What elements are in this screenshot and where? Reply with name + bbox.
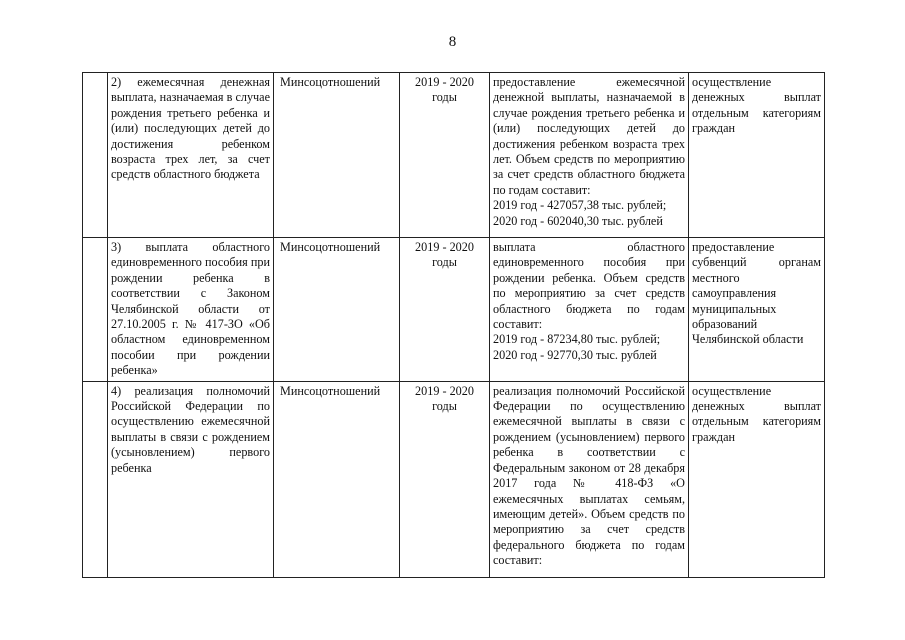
measure-name-cell: 2) ежемесячная денежная выплата, назначаемая в случае рождения третьего ребенка и (или) последующих детей до достижения ребенком возраста трех лет, за счет средств областного бюджета — [108, 73, 274, 238]
amount-2020: 2020 год - 602040,30 тыс. рублей — [493, 213, 663, 228]
period-cell: 2019 - 2020 годы — [400, 238, 490, 382]
table-row — [83, 73, 825, 238]
amount-2019: 2019 год - 427057,38 тыс. рублей; — [493, 198, 667, 213]
description-cell: реализация полномочий Российской Федерации по осуществлению ежемесячной выплаты в связи с рождением (усыновлением) первого ребенка в соответствии с Федеральным законом от 28 декабря 2017 года № 418-ФЗ «О ежемесячных выплатах семьям, имеющим детей». Объем средств по мероприятию за счет средств федерального бюджета по годам составит: — [490, 381, 689, 577]
result-cell: осуществление денежных выплат отдельным категориям граждан — [689, 73, 825, 238]
description-cell — [490, 238, 689, 382]
result-cell: предоставление субвенций органам местного самоуправления муниципальных образований Челябинской области — [689, 238, 825, 382]
page-number: 8 — [448, 34, 457, 50]
description-cell — [490, 73, 689, 238]
description-text: предоставление ежемесячной денежной выплаты, назначаемой в случае рождения третьего ребенка и (или) последующих детей до достижения ребенком возраста трех лет. Объем средств по мероприятию за счет средств областного бюджета по годам составит: — [493, 75, 685, 197]
measure-name-cell: 4) реализация полномочий Российской Федерации по осуществлению ежемесячной выплаты в связи с рождением (усыновлением) первого ребенка — [108, 381, 274, 577]
period-cell: 2019 - 2020 годы — [400, 73, 490, 238]
period-cell: 2019 - 2020 годы — [400, 381, 490, 577]
number-cell — [83, 381, 108, 577]
executor-cell: Минсоцотношений — [274, 73, 400, 238]
amount-2019: 2019 год - 87234,80 тыс. рублей; — [493, 332, 661, 347]
description-text: выплата областного единовременного пособия при рождении ребенка. Объем средств по мероприятию за счет средств областного бюджета по годам составит: — [493, 240, 685, 332]
amount-2020: 2020 год - 92770,30 тыс. рублей — [493, 347, 657, 362]
number-cell — [83, 73, 108, 238]
result-cell: осуществление денежных выплат отдельным категориям граждан — [689, 381, 825, 577]
measures-table — [82, 72, 825, 578]
table-row — [83, 381, 825, 577]
executor-cell: Минсоцотношений — [274, 381, 400, 577]
executor-cell: Минсоцотношений — [274, 238, 400, 382]
number-cell — [83, 238, 108, 382]
measure-name-cell: 3) выплата областного единовременного пособия при рождении ребенка в соответствии с Законом Челябинской области от 27.10.2005 г. № 417-ЗО «Об областном единовременном пособии при рождении ребенка» — [108, 238, 274, 382]
table-row — [83, 238, 825, 382]
